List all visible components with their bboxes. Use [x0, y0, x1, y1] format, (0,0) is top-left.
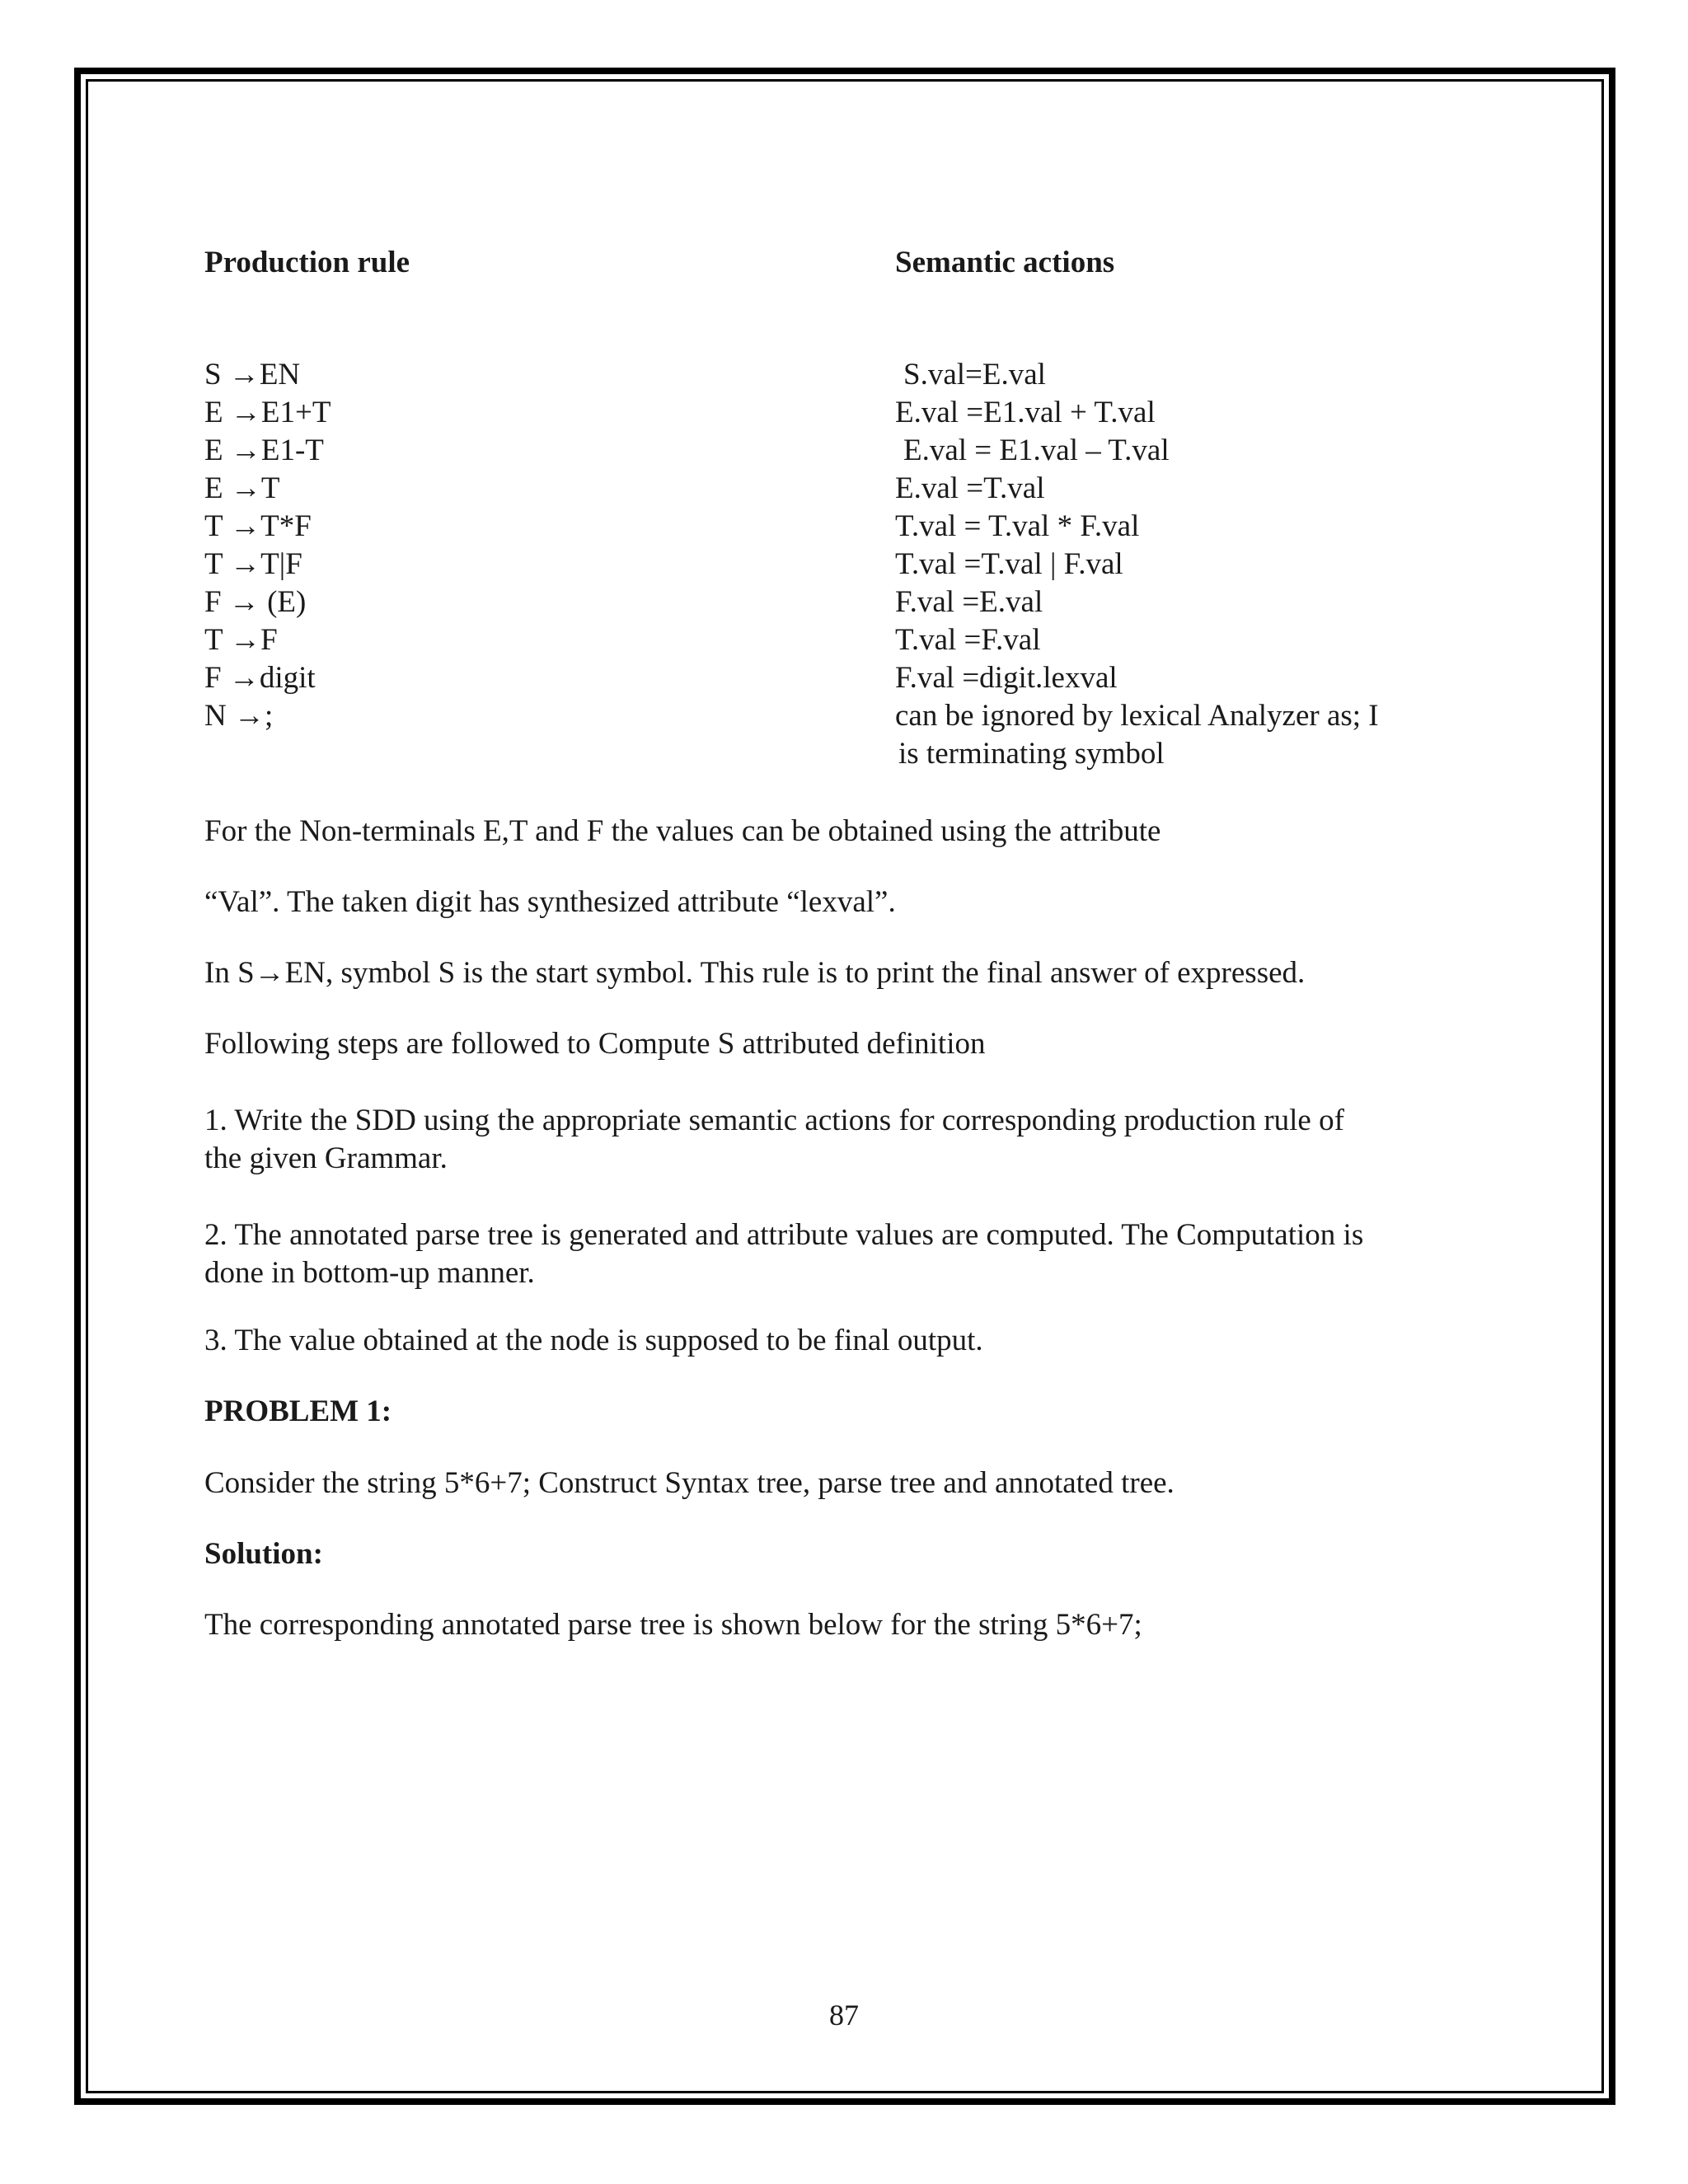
step-2-line1: 2. The annotated parse tree is generated and attribute values are computed. The Computation is	[204, 1218, 1364, 1252]
semantic-action: T.val =F.val	[895, 623, 1041, 657]
production-rule: T →T|F	[204, 547, 302, 581]
production-rule: F → (E)	[204, 585, 307, 619]
rule-row	[204, 697, 1490, 773]
paragraph-nonterminals: For the Non-terminals E,T and F the values can be obtained using the attribute	[204, 814, 1161, 848]
rule-row	[204, 394, 1490, 432]
production-rule: T →T*F	[204, 509, 312, 543]
step-1	[204, 1102, 1490, 1178]
semantic-action	[895, 697, 1472, 773]
rule-row	[204, 470, 1490, 508]
paragraph-val-attribute: “Val”. The taken digit has synthesized attribute “lexval”.	[204, 885, 896, 919]
rule-row	[204, 546, 1490, 583]
production-rule: E →E1-T	[204, 434, 324, 467]
semantic-action-line2: is terminating symbol	[898, 737, 1165, 771]
semantic-action: T.val = T.val * F.val	[895, 509, 1140, 543]
step-2-line2: done in bottom-up manner.	[204, 1256, 535, 1290]
rule-row	[204, 621, 1490, 659]
step-3: 3. The value obtained at the node is supposed to be final output.	[204, 1324, 983, 1357]
paragraph-start-symbol: In S→EN, symbol S is the start symbol. This rule is to print the final answer of expressed.	[204, 956, 1306, 990]
production-rule: F →digit	[204, 661, 316, 695]
production-rule: E →T	[204, 471, 280, 505]
semantic-action: S.val=E.val	[903, 358, 1046, 391]
step-1-line1: 1. Write the SDD using the appropriate semantic actions for corresponding production rule of	[204, 1104, 1344, 1137]
semantic-action: F.val =E.val	[895, 585, 1043, 619]
production-rule: S →EN	[204, 358, 301, 391]
rule-row	[204, 659, 1490, 697]
production-rule: N →;	[204, 699, 274, 733]
step-1-line2: the given Grammar.	[204, 1141, 448, 1175]
solution-heading: Solution:	[204, 1537, 323, 1571]
production-rule: T →F	[204, 623, 278, 657]
page-number: 87	[829, 1999, 859, 2032]
semantic-action: T.val =T.val | F.val	[895, 547, 1123, 581]
semantic-action: E.val = E1.val – T.val	[903, 434, 1170, 467]
semantic-action: E.val =T.val	[895, 471, 1045, 505]
rule-row	[204, 583, 1490, 621]
problem-heading: PROBLEM 1:	[204, 1394, 392, 1428]
rule-row	[204, 356, 1490, 394]
rule-row	[204, 432, 1490, 470]
problem-text: Consider the string 5*6+7; Construct Syntax tree, parse tree and annotated tree.	[204, 1466, 1175, 1500]
step-2	[204, 1216, 1490, 1292]
paragraph-steps-intro: Following steps are followed to Compute S attributed definition	[204, 1027, 986, 1061]
production-rule-header: Production rule	[204, 246, 410, 279]
sdd-rules-table	[204, 356, 1490, 773]
semantic-action: F.val =digit.lexval	[895, 661, 1118, 695]
semantic-action-line1: can be ignored by lexical Analyzer as; I	[895, 699, 1379, 733]
semantic-action: E.val =E1.val + T.val	[895, 396, 1156, 429]
semantic-actions-header: Semantic actions	[895, 246, 1115, 279]
solution-text: The corresponding annotated parse tree is shown below for the string 5*6+7;	[204, 1608, 1142, 1642]
production-rule: E →E1+T	[204, 396, 331, 429]
rule-row	[204, 508, 1490, 546]
